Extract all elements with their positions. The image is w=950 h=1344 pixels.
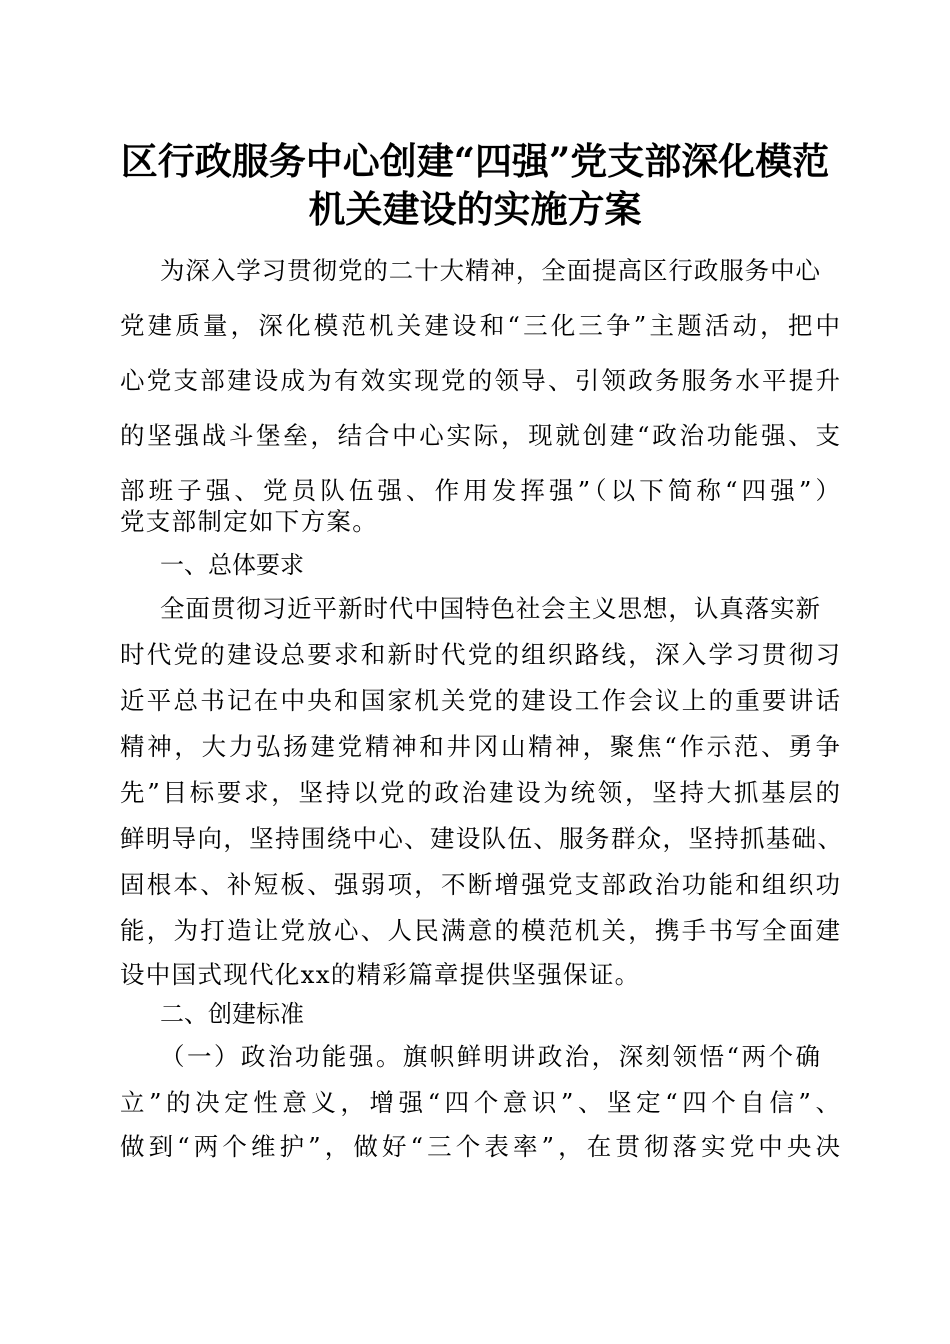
- intro-line-3: 心党支部建设成为有效实现党的领导、引领政务服务水平提升: [120, 366, 840, 395]
- section2-line-2: 立”的决定性意义，增强“四个意识”、坚定“四个自信”、: [120, 1088, 840, 1117]
- section1-line-3: 近平总书记在中央和国家机关党的建设工作会议上的重要讲话: [120, 686, 840, 715]
- section2-line-1: （一）政治功能强。旗帜鲜明讲政治，深刻领悟“两个确: [160, 1042, 820, 1071]
- section1-line-1: 全面贯彻习近平新时代中国特色社会主义思想，认真落实新: [160, 594, 820, 623]
- document-title-line-2: 机关建设的实施方案: [308, 187, 642, 231]
- section-heading-overall-requirements: 一、总体要求: [160, 551, 304, 579]
- document-title-line-1: 区行政服务中心创建“四强”党支部深化模范: [120, 139, 830, 183]
- section1-line-4: 精神，大力弘扬建党精神和井冈山精神，聚焦“作示范、勇争: [120, 732, 840, 761]
- intro-line-1: 为深入学习贯彻党的二十大精神，全面提高区行政服务中心: [160, 256, 820, 285]
- section1-line-2: 时代党的建设总要求和新时代党的组织路线，深入学习贯彻习: [120, 640, 840, 669]
- section1-line-5: 先”目标要求，坚持以党的政治建设为统领，坚持大抓基层的: [120, 778, 840, 807]
- intro-line-4: 的坚强战斗堡垒，结合中心实际，现就创建“政治功能强、支: [120, 421, 840, 450]
- section1-line-6: 鲜明导向，坚持围绕中心、建设队伍、服务群众，坚持抓基础、: [120, 824, 842, 853]
- section1-line-9: 设中国式现代化xx的精彩篇章提供坚强保证。: [120, 960, 641, 989]
- section1-line-7: 固根本、补短板、强弱项，不断增强党支部政治功能和组织功: [120, 870, 840, 899]
- intro-line-5: 部班子强、党员队伍强、作用发挥强”（以下简称“四强”）: [120, 476, 840, 505]
- intro-line-6: 党支部制定如下方案。: [120, 507, 378, 536]
- section2-line-3: 做到“两个维护”，做好“三个表率”，在贯彻落实党中央决: [120, 1132, 840, 1161]
- section1-line-8: 能，为打造让党放心、人民满意的模范机关，携手书写全面建: [120, 916, 840, 945]
- section-heading-creation-standards: 二、创建标准: [160, 1000, 304, 1028]
- intro-line-2: 党建质量，深化模范机关建设和“三化三争”主题活动，把中: [120, 311, 840, 340]
